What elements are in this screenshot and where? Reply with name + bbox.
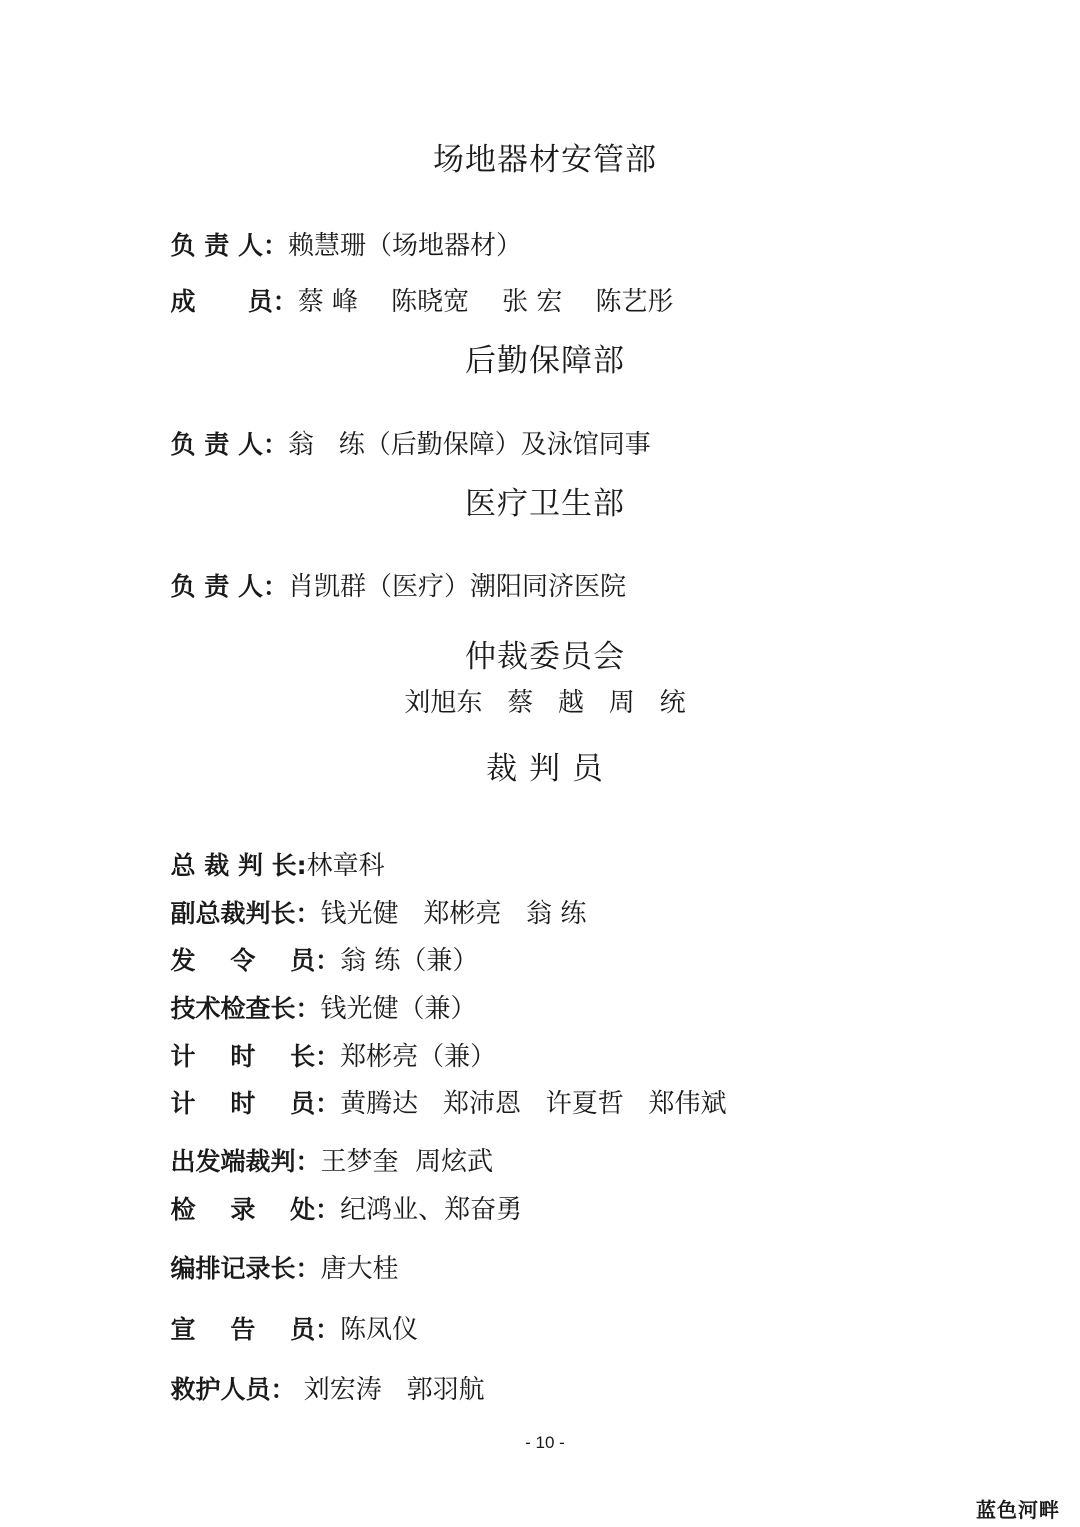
leader-value: 翁 练（后勤保障）及泳馆同事 <box>287 430 651 460</box>
leader-label: 负 责 人： <box>170 572 288 601</box>
referee-names: 刘宏涛 郭羽航 <box>295 1375 485 1405</box>
referee-names: 林章科 <box>306 851 385 881</box>
leader-value: 肖凯群（医疗）潮阳同济医院 <box>287 572 626 602</box>
referee-names: 唐大桂 <box>320 1254 399 1284</box>
referee-row <box>154 1102 494 1177</box>
referee-row <box>154 854 587 929</box>
referee-role-label: 计 时 长： <box>170 1042 341 1071</box>
members-value: 蔡 峰 陈晓宽 张 宏 陈艺彤 <box>297 287 674 317</box>
referee-role-label: 宣 告 员： <box>170 1315 341 1344</box>
referee-row <box>154 1209 399 1284</box>
venue-leader-row <box>154 186 522 261</box>
referee-role-label: 技术检查长： <box>170 994 321 1023</box>
referee-names: 王梦奎 周炫武 <box>320 1147 494 1177</box>
section-title-arbitration: 仲裁委员会 <box>465 639 625 675</box>
referee-role-label: 计 时 员： <box>170 1089 341 1118</box>
referee-names: 郑彬亮（兼） <box>340 1042 497 1072</box>
section-title-medical: 医疗卫生部 <box>465 486 625 522</box>
referee-role-label: 救护人员： <box>170 1375 296 1404</box>
referee-role-label: 总 裁 判 长: <box>170 851 307 880</box>
page-number: - 10 - <box>525 1433 565 1452</box>
referee-row <box>154 949 477 1024</box>
section-title-logistics: 后勤保障部 <box>465 343 625 379</box>
logistics-leader-row <box>154 385 651 460</box>
referee-names: 黄腾达 郑沛恩 许夏哲 郑伟斌 <box>340 1089 727 1119</box>
referee-row <box>154 1044 727 1119</box>
leader-label: 负 责 人： <box>170 430 288 459</box>
referee-row <box>154 901 479 976</box>
referee-row <box>154 1270 419 1345</box>
referee-role-label: 编排记录长： <box>170 1254 321 1283</box>
referee-row <box>154 1150 523 1225</box>
referee-names: 陈凤仪 <box>340 1315 419 1345</box>
medical-leader-row <box>154 527 626 602</box>
leader-value: 赖慧珊（场地器材） <box>287 231 522 261</box>
referee-names: 钱光健 郑彬亮 翁 练 <box>320 899 587 929</box>
venue-members-row <box>154 242 674 317</box>
section-title-venue: 场地器材安管部 <box>433 142 657 178</box>
arbitration-members: 刘旭东 蔡 越 周 统 <box>404 688 686 718</box>
referee-names: 钱光健（兼） <box>320 994 477 1024</box>
referee-names: 翁 练（兼） <box>340 946 479 976</box>
referee-row <box>154 997 497 1072</box>
referee-role-label: 副总裁判长： <box>170 899 321 928</box>
watermark-logo: 蓝色河畔 <box>976 1498 1060 1522</box>
referee-row <box>154 806 385 881</box>
referee-role-label: 检 录 处： <box>170 1195 341 1224</box>
referee-role-label: 出发端裁判： <box>170 1147 321 1176</box>
members-label: 成 员： <box>170 287 298 316</box>
section-title-referees: 裁 判 员 <box>486 751 604 787</box>
referee-role-label: 发 令 员： <box>170 946 341 975</box>
leader-label: 负 责 人： <box>170 231 288 260</box>
referee-names: 纪鸿业、郑奋勇 <box>340 1195 523 1225</box>
referee-row <box>154 1330 485 1405</box>
